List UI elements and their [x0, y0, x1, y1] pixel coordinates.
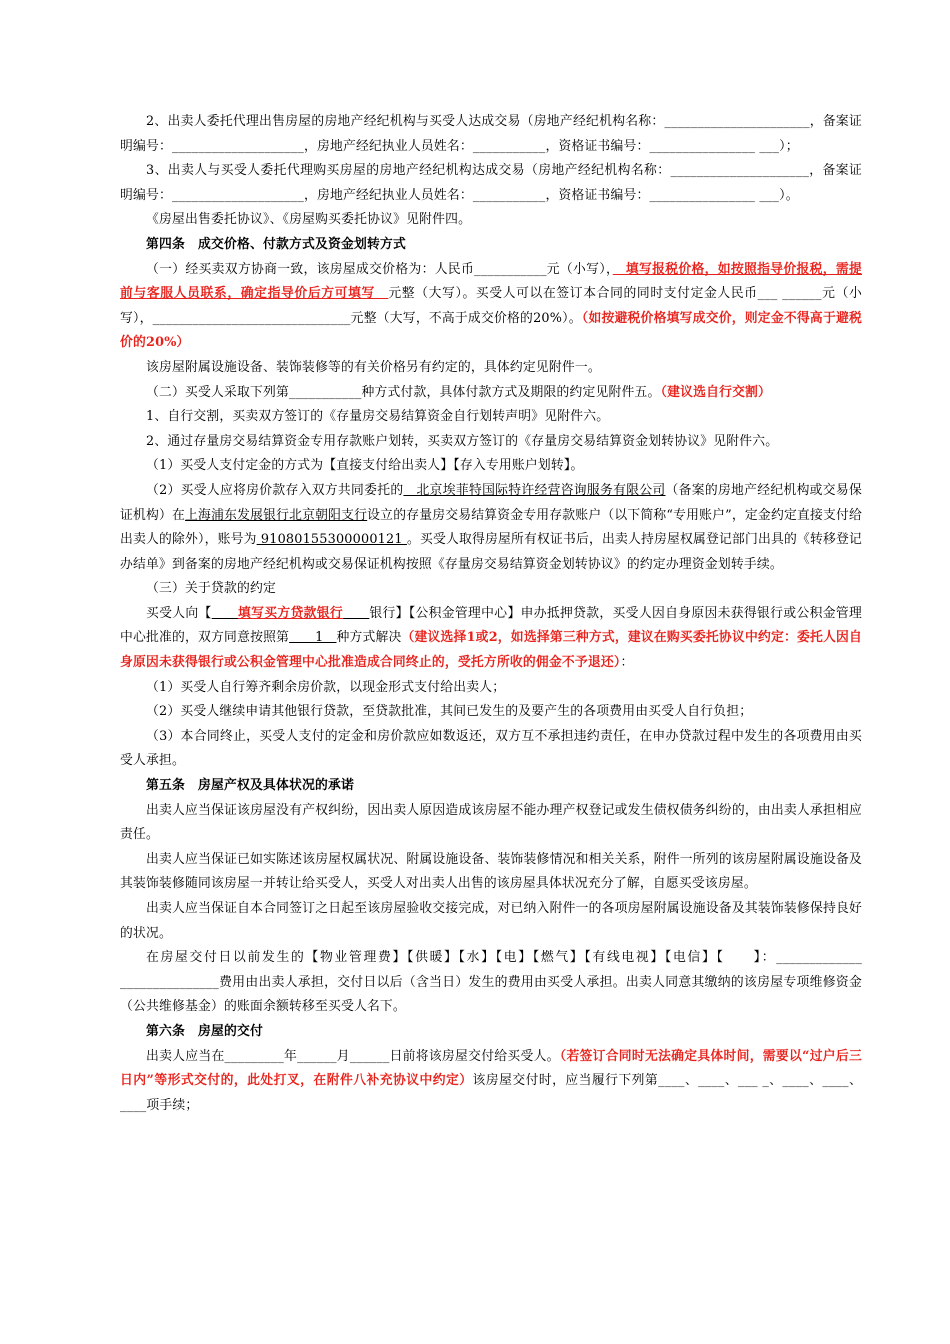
- contract-paragraph: （1）买受人自行筹齐剩余房价款，以现金形式支付给出卖人；: [146, 679, 506, 695]
- filled-field: 北京埃菲特国际特许经营咨询服务有限公司: [403, 482, 666, 498]
- red-annotation: 填写买方贷款银行: [237, 605, 344, 621]
- paragraph-text: （一）经买卖双方协商一致，该房屋成交价格为：人民币___________元（小写），: [146, 261, 613, 277]
- contract-paragraph: [120, 479, 862, 577]
- contract-paragraph: （1）买受人支付定金的方式为【直接支付给出卖人】【存入专用账户划转】。: [146, 458, 584, 474]
- filled-field: [343, 606, 369, 621]
- filled-field: 上海浦东发展银行北京朝阳支行: [185, 507, 368, 523]
- contract-paragraph: （2）买受人继续申请其他银行贷款，至贷款批准，其间已发生的及要产生的各项费用由买受人自行负担；: [146, 704, 753, 720]
- filled-field: [212, 606, 238, 621]
- red-annotation: （若签订合同时无法确定具体时间，需要以“过户后三日内”等形式交付的，此处打叉，在附件八补充协议中约定）: [120, 1048, 862, 1089]
- contract-paragraph: （3）本合同终止，买受人支付的定金和房价款应如数返还，双方互不承担违约责任，在申办贷款过程中发生的各项费用由买受人承担。: [120, 728, 862, 769]
- paragraph-text: 。买受人取得房屋所有权证书后，出卖人持房屋权属登记部门出具的《转移登记办结单》到备案的房地产经纪机构或交易保证机构按照《存量房交易结算资金划转协议》的约定办理资金划转手续。: [120, 532, 862, 572]
- contract-paragraph: 该房屋附属设施设备、装饰装修等的有关价格另有约定的，具体约定见附件一。: [146, 359, 601, 375]
- red-annotation: （建议选择1或2，如选择第三种方式，建议在购买委托协议中约定：委托人因自身原因未获得银行或公积金管理中心批准造成合同终止的，受托方所收的佣金不予退还）: [120, 630, 862, 671]
- contract-paragraph: 1、自行交割，买卖双方签订的《存量房交易结算资金自行划转声明》见附件六。: [146, 409, 610, 425]
- paragraph-text: （备案的房地产经纪机构或交易保证机构）在: [120, 482, 862, 523]
- paragraph-text: 银行】【公积金管理中心】申办抵押贷款，买受人因自身原因未获得银行或公积金管理中心批准的，双方同意按照第: [120, 605, 862, 646]
- contract-paragraph: [120, 1045, 862, 1119]
- article-heading: 第六条 房屋的交付: [146, 1023, 263, 1039]
- paragraph-text: 买受人向【: [146, 605, 212, 621]
- contract-paragraph: [120, 258, 862, 356]
- paragraph-text: （二）买受人采取下列第___________种方式付款，具体付款方式及期限的约定见附件五。: [146, 384, 661, 400]
- contract-paragraph: 出卖人应当保证自本合同签订之日起至该房屋验收交接完成，对已纳入附件一的各项房屋附属设施设备及其装饰装修保持良好的状况。: [120, 901, 862, 941]
- paragraph-text: 设立的存量房交易结算资金专用存款账户（以下简称“专用账户”，定金约定直接支付给出卖人的除外），账号为: [120, 507, 862, 548]
- contract-paragraph: 出卖人应当保证已如实陈述该房屋权属状况、附属设施设备、装饰装修情况和相关关系，附件一所列的该房屋附属设施设备及其装饰装修随同该房屋一并转让给买受人，买受人对出卖人出售的该房屋具体状况充分了解，自愿买受该房屋。: [120, 851, 862, 892]
- paragraph-text: 该房屋交付时，应当履行下列第____、____、___ _、____、____、____项手续；: [120, 1073, 862, 1113]
- paragraph-text: 元整（大写）。买受人可以在签订本合同的同时支付定金人民币___ ______元（小写），______________________________元整（大写，不高于成交价格的20%）。: [120, 286, 862, 326]
- paragraph-text: 种方式解决: [336, 630, 402, 646]
- paragraph-text: ：: [620, 655, 634, 671]
- contract-paragraph: 2、出卖人委托代理出售房屋的房地产经纪机构与买受人达成交易（房地产经纪机构名称：______________________，备案证明编号：____________________，房地产经纪执业人员姓名：___________，资格证书编号：________________ ___）；: [120, 114, 862, 154]
- contract-paragraph: 《房屋出售委托协议》、《房屋购买委托协议》见附件四。: [146, 212, 472, 228]
- contract-paragraph: [120, 381, 862, 406]
- red-annotation: （如按避税价格填写成交价，则定金不得高于避税价的20%）: [120, 310, 863, 351]
- red-annotation: （建议选自行交割）: [660, 384, 772, 400]
- contract-paragraph: 2、通过存量房交易结算资金专用存款账户划转，买卖双方签订的《存量房交易结算资金划转协议》见附件六。: [146, 433, 779, 449]
- contract-paragraph: 出卖人应当保证该房屋没有产权纠纷，因出卖人原因造成该房屋不能办理产权登记或发生债权债务纠纷的，由出卖人承担相应责任。: [120, 802, 862, 843]
- contract-paragraph: （三）关于贷款的约定: [146, 581, 276, 597]
- paragraph-text: 出卖人应当在_________年______月______日前将该房屋交付给买受人。: [146, 1048, 560, 1064]
- contract-body: [120, 110, 862, 1118]
- contract-paragraph: [120, 602, 862, 676]
- article-heading: 第四条 成交价格、付款方式及资金划转方式: [146, 236, 406, 252]
- filled-field: 91080155300000121: [256, 532, 407, 548]
- contract-paragraph: 在房屋交付日以前发生的【物业管理费】【供暖】【水】【电】【燃气】【有线电视】【电信】【 】：_____________ _______________费用由出卖人承担，交付日以后（含当日）发生的费用由买受人承担。出卖人同意其缴纳的该房屋专项维修资金（公共维修基金）的账面余额转移至买受人名下。: [120, 950, 862, 1015]
- red-annotation: 填写报税价格，如按照指导价报税，需提前与客服人员联系，确定指导价后方可填写: [120, 261, 862, 302]
- article-heading: 第五条 房屋产权及具体状况的承诺: [146, 778, 354, 794]
- paragraph-text: （2）买受人应将房价款存入双方共同委托的: [146, 482, 404, 498]
- filled-field: 1: [289, 630, 337, 646]
- contract-paragraph: 3、出卖人与买受人委托代理购买房屋的房地产经纪机构达成交易（房地产经纪机构名称：_____________________，备案证明编号：____________________，房地产经纪执业人员姓名：___________，资格证书编号：________________ ___）。: [120, 163, 862, 203]
